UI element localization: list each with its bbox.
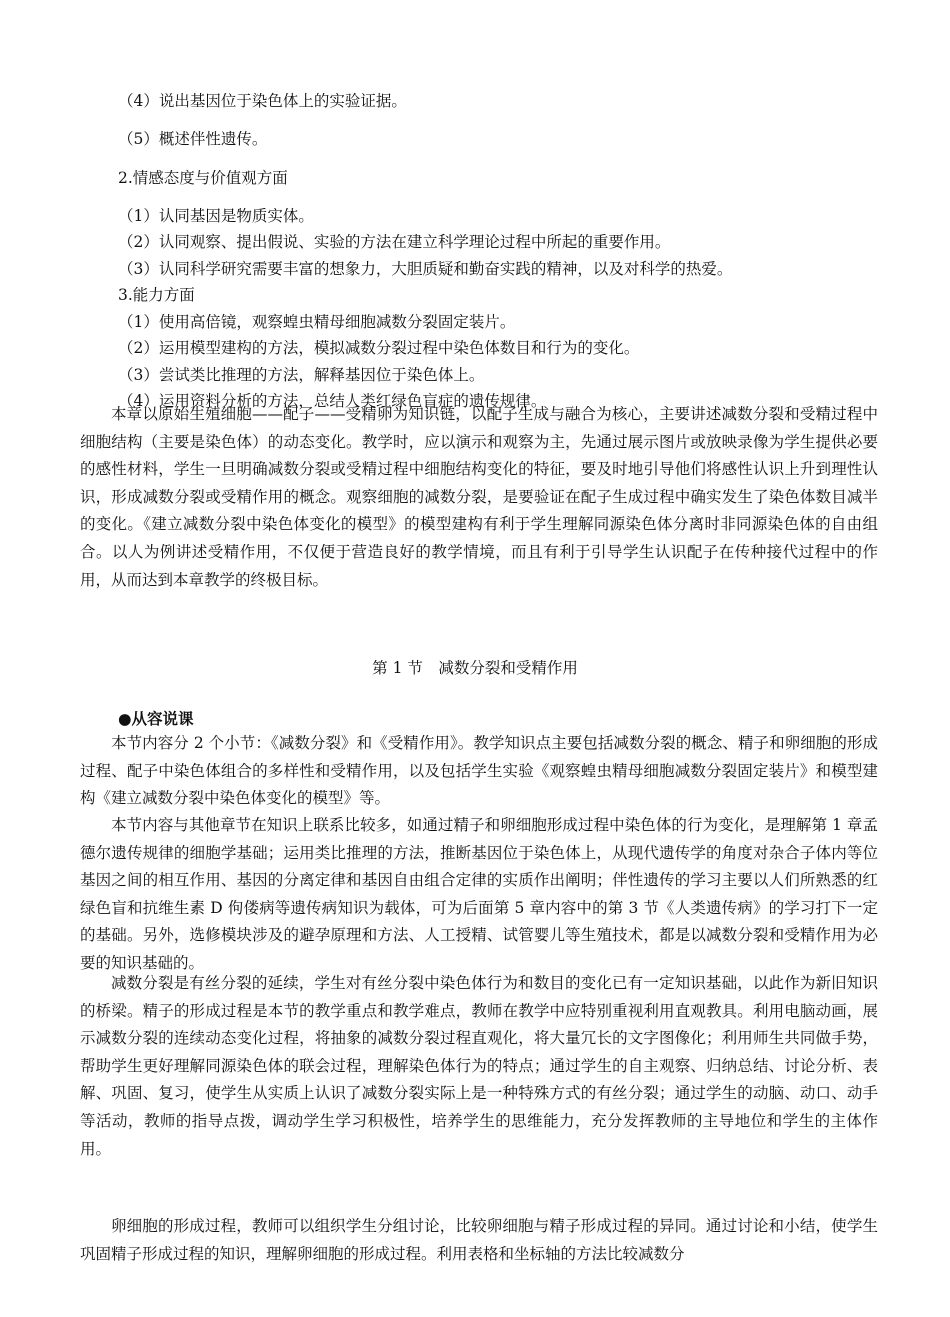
- ability-item-3: （3）尝试类比推理的方法，解释基因位于染色体上。: [118, 366, 485, 384]
- section-paragraph-3: 减数分裂是有丝分裂的延续，学生对有丝分裂中染色体行为和数目的变化已有一定知识基础，以此作为新旧知识的桥梁。精子的形成过程是本节的教学重点和教学难点，教师在教学中应特别重视利用直观教具。利用电脑动画，展示减数分裂的连续动态变化过程，将抽象的减数分裂过程直观化，将大量冗长的文字图像化；利用师生共同做手势，帮助学生更好理解同源染色体的联会过程，理解染色体行为的特点；通过学生的自主观察、归纳总结、讨论分析、表解、巩固、复习，使学生从实质上认识了减数分裂实际上是一种特殊方式的有丝分裂；通过学生的动脑、动口、动手等活动，教师的指导点拨，调动学生学习积极性，培养学生的思维能力，充分发挥教师的主导地位和学生的主体作用。: [80, 974, 878, 1158]
- section-title: 第 1 节 减数分裂和受精作用: [372, 659, 578, 677]
- ability-item-2: （2）运用模型建构的方法，模拟减数分裂过程中染色体数目和行为的变化。: [118, 339, 640, 357]
- section-paragraph-4: 卵细胞的形成过程，教师可以组织学生分组讨论，比较卵细胞与精子形成过程的异同。通过讨论和小结，使学生巩固精子形成过程的知识，理解卵细胞的形成过程。利用表格和坐标轴的方法比较减数分: [80, 1217, 878, 1263]
- affect-item-2: （2）认同观察、提出假说、实验的方法在建立科学理论过程中所起的重要作用。: [118, 233, 671, 251]
- chapter-intro-paragraph: 本章以原始生殖细胞——配子——受精卵为知识链，以配子生成与融合为核心，主要讲述减数分裂和受精过程中细胞结构（主要是染色体）的动态变化。教学时，应以演示和观察为主，先通过展示图片或放映录像为学生提供必要的感性材料，学生一旦明确减数分裂或受精过程中细胞结构变化的特征，要及时地引导他们将感性认识上升到理性认识，形成减数分裂或受精作用的概念。观察细胞的减数分裂，是要验证在配子生成过程中确实发生了染色体数目减半的变化。《建立减数分裂中染色体变化的模型》的模型建构有利于学生理解同源染色体分离时非同源染色体的自由组合。以人为例讲述受精作用，不仅便于营造良好的教学情境，而且有利于引导学生认识配子在传种接代过程中的作用，从而达到本章教学的终极目标。: [80, 405, 878, 589]
- ability-item-1: （1）使用高倍镜，观察蝗虫精母细胞减数分裂固定装片。: [118, 313, 516, 331]
- knowledge-objective-5: （5）概述伴性遗传。: [118, 130, 268, 148]
- affect-item-3: （3）认同科学研究需要丰富的想象力，大胆质疑和勤奋实践的精神，以及对科学的热爱。: [118, 260, 733, 278]
- ability-heading: 3.能力方面: [118, 286, 195, 304]
- affect-heading: 2.情感态度与价值观方面: [118, 169, 288, 187]
- knowledge-objective-4: （4）说出基因位于染色体上的实验证据。: [118, 92, 407, 110]
- section-paragraph-2: 本节内容与其他章节在知识上联系比较多，如通过精子和卵细胞形成过程中染色体的行为变化，是理解第 1 章孟德尔遗传规律的细胞学基础；运用类比推理的方法，推断基因位于染色体上，从现代遗传学的角度对杂合子体内等位基因之间的相互作用、基因的分离定律和基因自由组合定律的实质作出阐明；伴性遗传的学习主要以人们所熟悉的红绿色盲和抗维生素 D 佝偻病等遗传病知识为载体，可为后面第 5 章内容中的第 3 节《人类遗传病》的学习打下一定的基础。另外，选修模块涉及的避孕原理和方法、人工授精、试管婴儿等生殖技术，都是以减数分裂和受精作用为必要的知识基础的。: [80, 816, 878, 972]
- affect-item-1: （1）认同基因是物质实体。: [118, 207, 314, 225]
- ability-item-4: （4）运用资料分析的方法，总结人类红绿色盲症的遗传规律。: [118, 392, 547, 410]
- section-paragraph-1: 本节内容分 2 个小节：《减数分裂》和《受精作用》。教学知识点主要包括减数分裂的概念、精子和卵细胞的形成过程、配子中染色体组合的多样性和受精作用，以及包括学生实验《观察蝗虫精母细胞减数分裂固定装片》和模型建构《建立减数分裂中染色体变化的模型》等。: [80, 734, 878, 808]
- section-heading: ●从容说课: [118, 710, 194, 728]
